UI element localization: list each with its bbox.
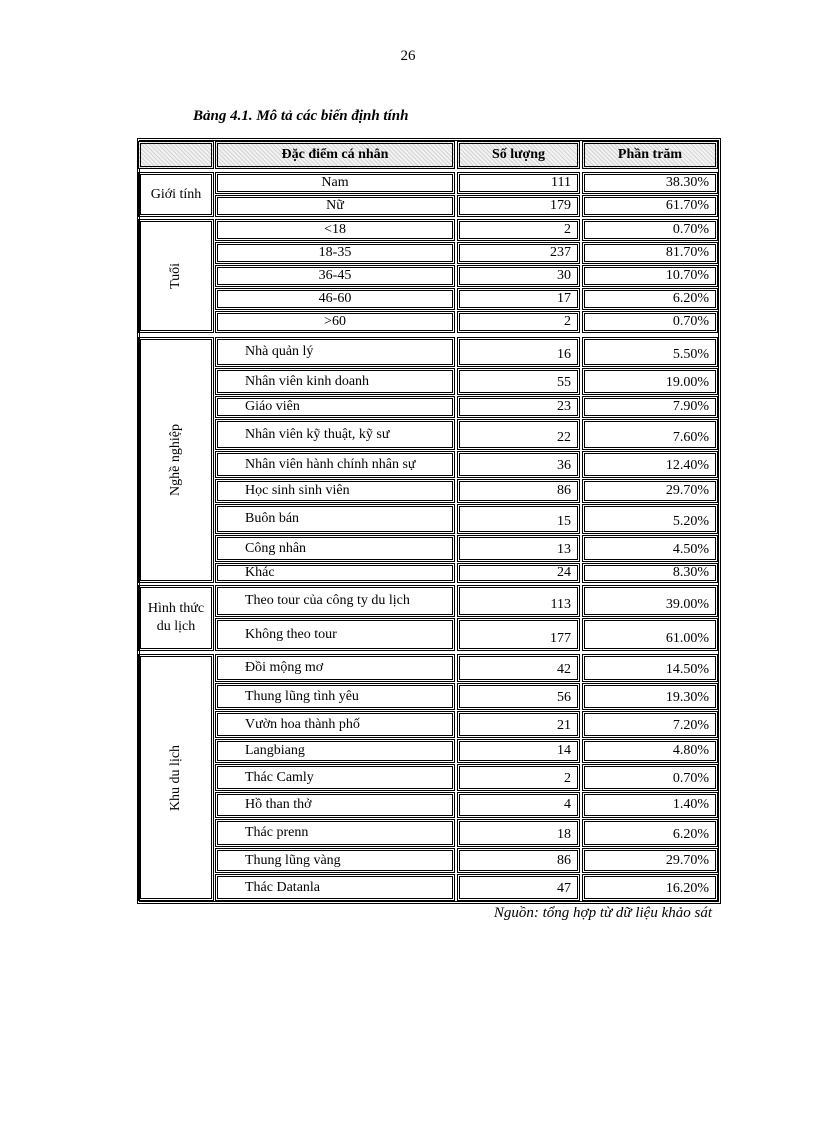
table-caption: Bảng 4.1. Mô tả các biến định tính [193,108,409,124]
row-percent: 6.20% [582,288,718,310]
group-label-cell [138,172,214,217]
row-count: 16 [457,337,580,367]
row-percent: 7.90% [582,396,718,418]
row-count: 17 [457,288,580,310]
row-label: Vườn hoa thành phố [215,711,455,738]
row-count: 15 [457,504,580,534]
row-percent: 6.20% [582,819,718,847]
row-label: Nhân viên hành chính nhân sự [215,451,455,478]
row-count: 30 [457,265,580,287]
row-percent: 61.70% [582,195,718,217]
header-count: Số lượng [457,141,580,169]
row-percent: 7.60% [582,419,718,450]
row-label: >60 [215,311,455,333]
group-label: Hình thức du lịch [147,601,205,634]
row-percent: 4.80% [582,739,718,763]
row-percent: 39.00% [582,585,718,617]
row-label: Nhân viên kinh doanh [215,368,455,395]
row-percent: 29.70% [582,848,718,873]
group-label-cell [138,337,214,583]
row-count: 13 [457,535,580,562]
row-percent: 19.00% [582,368,718,395]
row-percent: 29.70% [582,479,718,503]
row-count: 237 [457,242,580,264]
row-percent: 4.50% [582,535,718,562]
row-count: 179 [457,195,580,217]
row-percent: 10.70% [582,265,718,287]
row-percent: 7.20% [582,711,718,738]
row-count: 21 [457,711,580,738]
row-label: Thung lũng tình yêu [215,683,455,710]
row-percent: 5.50% [582,337,718,367]
row-count: 24 [457,563,580,583]
row-label: Đồi mộng mơ [215,654,455,682]
row-label: Công nhân [215,535,455,562]
row-count: 42 [457,654,580,682]
row-count: 86 [457,848,580,873]
row-count: 22 [457,419,580,450]
row-label: Thác Datanla [215,874,455,901]
row-label: Học sinh sinh viên [215,479,455,503]
row-label: Khác [215,563,455,583]
row-label: Nhà quản lý [215,337,455,367]
row-label: Theo tour của công ty du lịch [215,585,455,617]
row-label: Nam [215,172,455,194]
row-label: Hồ than thở [215,792,455,818]
row-percent: 16.20% [582,874,718,901]
group-label: Khu du lịch [167,744,183,811]
header-blank [138,141,214,169]
row-percent: 12.40% [582,451,718,478]
row-percent: 0.70% [582,219,718,241]
header-percent: Phần trăm [582,141,718,169]
row-label: 46-60 [215,288,455,310]
row-count: 14 [457,739,580,763]
row-percent: 19.30% [582,683,718,710]
row-label: Thung lũng vàng [215,848,455,873]
row-count: 55 [457,368,580,395]
row-percent: 8.30% [582,563,718,583]
row-percent: 1.40% [582,792,718,818]
row-count: 2 [457,764,580,791]
group-label-cell [138,219,214,333]
header-characteristic: Đặc điểm cá nhân [215,141,455,169]
group-label-cell [138,585,214,651]
row-count: 177 [457,618,580,651]
row-percent: 14.50% [582,654,718,682]
row-percent: 0.70% [582,764,718,791]
row-count: 56 [457,683,580,710]
row-label: Nhân viên kỹ thuật, kỹ sư [215,419,455,450]
row-label: <18 [215,219,455,241]
row-count: 47 [457,874,580,901]
row-count: 111 [457,172,580,194]
row-label: Không theo tour [215,618,455,651]
row-label: Thác prenn [215,819,455,847]
row-count: 36 [457,451,580,478]
group-label: Giới tính [150,186,202,202]
row-label: Nữ [215,195,455,217]
row-label: 18-35 [215,242,455,264]
row-count: 4 [457,792,580,818]
row-count: 23 [457,396,580,418]
row-count: 2 [457,311,580,333]
row-count: 86 [457,479,580,503]
row-label: Langbiang [215,739,455,763]
row-count: 113 [457,585,580,617]
group-label-cell [138,654,214,901]
row-count: 2 [457,219,580,241]
row-count: 18 [457,819,580,847]
row-label: Thác Camly [215,764,455,791]
row-percent: 61.00% [582,618,718,651]
row-percent: 0.70% [582,311,718,333]
page-number: 26 [400,48,416,64]
row-label: Buôn bán [215,504,455,534]
row-label: Giáo viên [215,396,455,418]
row-percent: 38.30% [582,172,718,194]
source-note: Nguồn: tổng hợp từ dữ liệu khảo sát [493,905,712,921]
row-label: 36-45 [215,265,455,287]
row-percent: 81.70% [582,242,718,264]
group-label: Tuổi [167,263,183,289]
group-label: Nghề nghiệp [168,424,183,496]
row-percent: 5.20% [582,504,718,534]
